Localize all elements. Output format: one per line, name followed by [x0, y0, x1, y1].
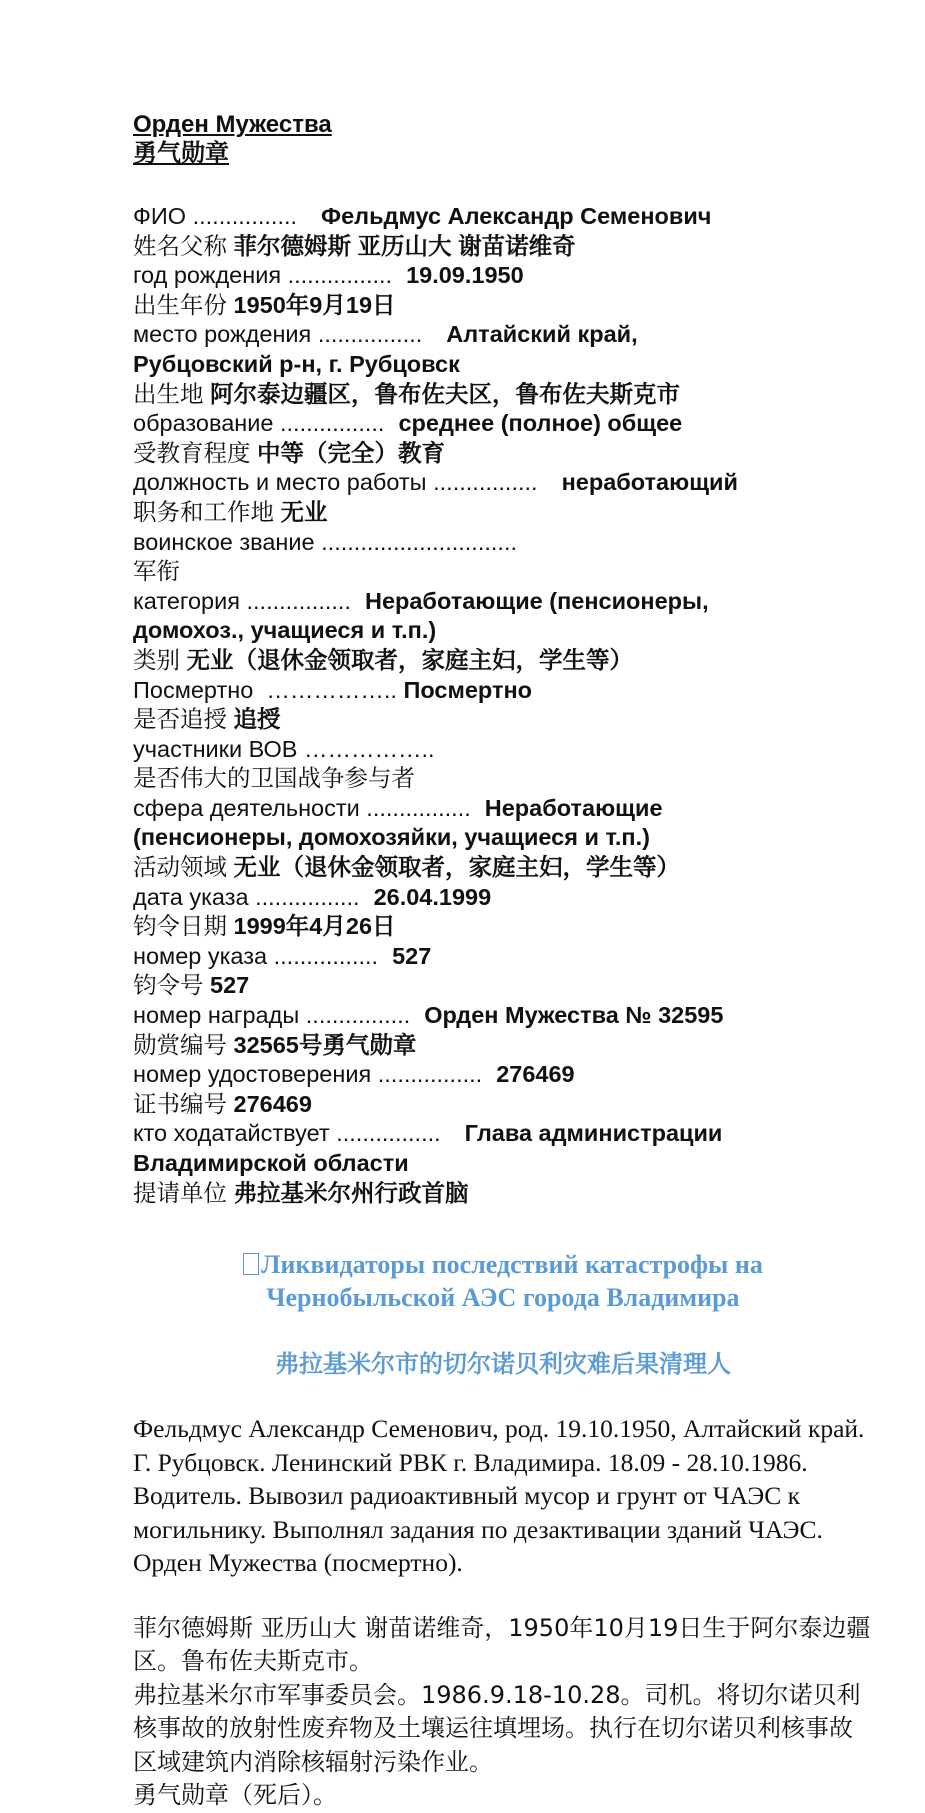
field-sphere-cont: (пенсионеры, домохозяйки, учащиеся и т.п.) — [133, 824, 650, 851]
field-education-zh: 受教育程度 中等（完全）教育 — [133, 439, 446, 466]
field-sphere: сфера деятельности ................ Неработающие — [133, 794, 663, 821]
field-posthumous: Посмертно …………….. Посмертно — [133, 676, 533, 703]
field-posthumous-zh: 是否追授 追授 — [133, 706, 281, 733]
section-heading: Ликвидаторы последствий катастрофы на Чернобыльской АЭС города Владимира — [133, 1248, 873, 1314]
field-decree-number: номер указа ................ 527 — [133, 942, 432, 969]
title-ru: Орден Мужества — [133, 111, 332, 138]
document-page — [133, 110, 873, 1813]
section-heading-zh: 弗拉基米尔市的切尔诺贝利灾难后果清理人 — [275, 1350, 731, 1379]
biography-ru: Фельдмус Александр Семенович, род. 19.10.1950, Алтайский край. Г. Рубцовск. Ленинский РВК г. Владимира. 18.09 - 28.10.1986. Водитель. Вывозил радиоактивный мусор и грунт от ЧАЭС к могильнику. Выполнял задания по дезактивации зданий ЧАЭС. Орден Мужества (посмертно). — [133, 1414, 865, 1578]
field-education: образование ................ среднее (полное) общее — [133, 410, 683, 437]
field-birth-place-cont: Рубцовский р-н, г. Рубцовск — [133, 350, 460, 377]
field-rank-zh: 军衔 — [133, 558, 180, 585]
field-sphere-zh: 活动领域 无业（退休金领取者，家庭主妇，学生等） — [133, 854, 681, 881]
field-petitioner-cont: Владимирской области — [133, 1150, 409, 1176]
field-decree-number-zh: 钧令号 527 — [133, 972, 250, 999]
field-birth-place-zh: 出生地 阿尔泰边疆区，鲁布佐夫区，鲁布佐夫斯克市 — [133, 380, 681, 407]
field-birth-place: место рождения ................ Алтайский край, — [133, 321, 638, 348]
field-rank: воинское звание .............................. — [133, 528, 518, 555]
field-wwii-zh: 是否伟大的卫国战争参与者 — [133, 765, 415, 792]
field-certificate-number: номер удостоверения ................ 276469 — [133, 1061, 575, 1088]
field-position-zh: 职务和工作地 无业 — [133, 498, 328, 525]
field-category-zh: 类别 无业（退休金领取者，家庭主妇，学生等） — [133, 646, 634, 673]
title-zh: 勇气勋章 — [133, 140, 229, 167]
field-category: категория ................ Неработающие (пенсионеры, — [133, 587, 709, 614]
field-petitioner-zh: 提请单位 弗拉基米尔州行政首脑 — [133, 1179, 469, 1206]
field-category-cont: домохоз., учащиеся и т.п.) — [133, 617, 437, 644]
field-fio: ФИО ................ Фельдмус Александр Семенович — [133, 203, 712, 229]
placeholder-box-icon — [243, 1253, 259, 1275]
field-birth-year-zh: 出生年份 1950年9月19日 — [133, 291, 396, 318]
field-decree-date-zh: 钧令日期 1999年4月26日 — [133, 913, 396, 940]
field-decree-date: дата указа ................ 26.04.1999 — [133, 883, 492, 910]
field-award-number-zh: 勋赏编号 32565号勇气勋章 — [133, 1031, 417, 1058]
field-fio-zh: 姓名父称 菲尔德姆斯 亚历山大 谢苗诺维奇 — [133, 232, 576, 259]
biography-zh: 菲尔德姆斯 亚历山大 谢苗诺维奇，1950年10月19日生于阿尔泰边疆区。鲁布佐夫斯克市。 弗拉基米尔市军事委员会。1986.9.18-10.28。司机。将切尔诺贝利核事故的放射性废弃物及土壤运往填埋场。执行在切尔诺贝利核事故区域建筑内消除核辐射污染作业。 勇气勋章（死后）。 — [133, 1613, 871, 1810]
field-award-number: номер награды ................ Орден Мужества № 32595 — [133, 1002, 724, 1029]
field-birth-year: год рождения ................ 19.09.1950 — [133, 262, 524, 289]
field-wwii: участники ВОВ …………….. — [133, 735, 435, 762]
field-certificate-number-zh: 证书编号 276469 — [133, 1090, 312, 1117]
field-position: должность и место работы ................ неработающий — [133, 469, 738, 496]
field-petitioner: кто ходатайствует ................ Глава администрации — [133, 1120, 723, 1147]
